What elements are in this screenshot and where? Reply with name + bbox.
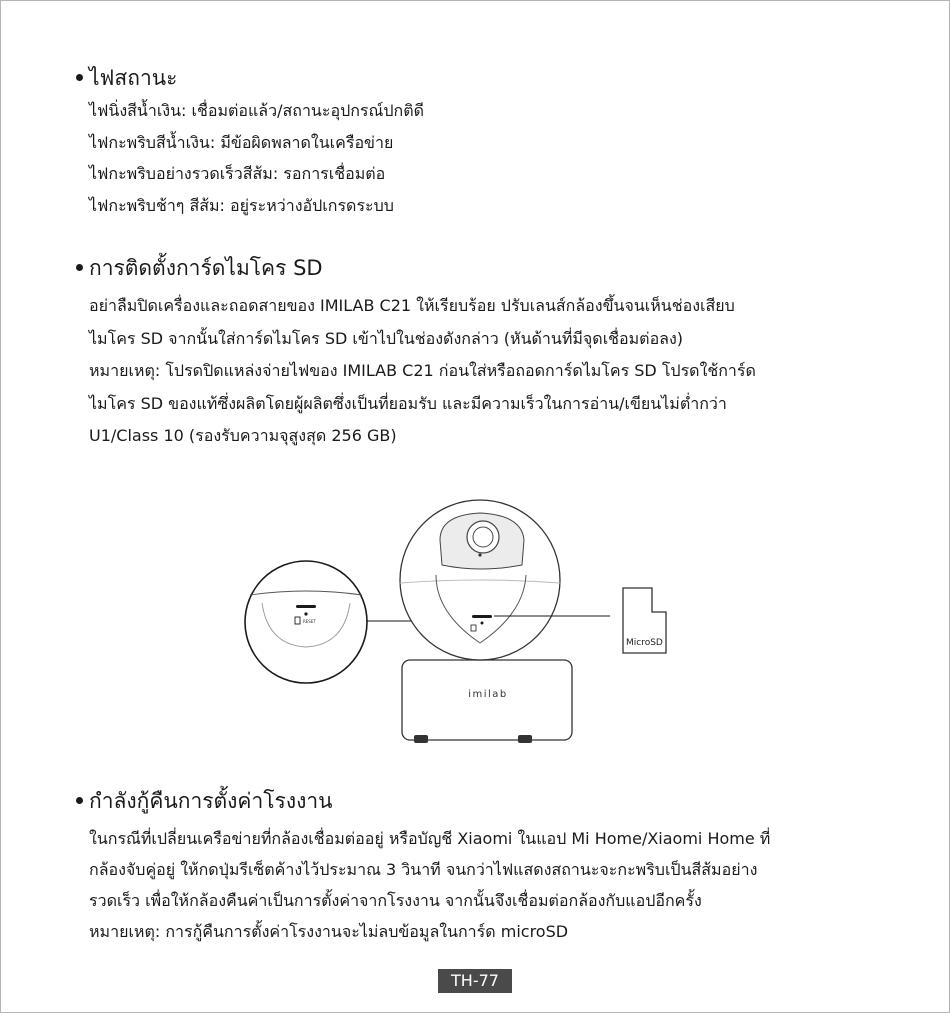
factory-reset-heading — [74, 787, 894, 815]
factory-reset-note: หมายเหตุ: การกู้คืนการตั้งค่าโรงงานจะไม่ลบข้อมูลในการ์ด microSD — [89, 922, 569, 941]
page-number: TH-77 — [438, 969, 512, 993]
status-light-heading — [74, 64, 894, 92]
camera-body — [400, 500, 572, 743]
status-line-solid-blue: ไฟนิ่งสีน้ำเงิน: เชื่อมต่อแล้ว/สถานะอุปกรณ์ปกติดี — [89, 101, 424, 120]
sd-install-note: ไมโคร SD ของแท้ซึ่งผลิตโดยผู้ผลิตซึ่งเป็นที่ยอมรับ และมีความเร็วในการอ่าน/เขียนไม่ต่ำกว่า — [89, 393, 727, 413]
reset-label: RESET — [303, 619, 316, 624]
sd-install-line: อย่าลืมปิดเครื่องและถอดสายของ IMILAB C21 ให้เรียบร้อย ปรับเลนส์กล้องขึ้นจนเห็นช่องเสียบ — [89, 296, 735, 315]
factory-reset-heading-text: กำลังกู้คืนการตั้งค่าโรงงาน — [89, 789, 333, 813]
factory-reset-line: กล้องจับคู่อยู่ ให้กดปุ่มรีเซ็ตค้างไว้ประมาณ 3 วินาที จนกว่าไฟแสดงสถานะจะกะพริบเป็นสีส้มอย่าง — [89, 860, 758, 879]
status-line-blinking-blue: ไฟกะพริบสีน้ำเงิน: มีข้อผิดพลาดในเครือข่าย — [89, 132, 394, 152]
detail-magnifier — [245, 561, 367, 683]
brand-logo-text: imilab — [468, 689, 508, 700]
status-line-fast-orange: ไฟกะพริบอย่างรวดเร็วสีส้ม: รอการเชื่อมต่อ — [89, 164, 386, 183]
factory-reset-section — [74, 787, 894, 947]
microsd-label: MicroSD — [626, 638, 663, 648]
bullet-icon — [76, 264, 83, 271]
status-light-heading-text: ไฟสถานะ — [89, 66, 178, 90]
sd-install-heading — [74, 254, 894, 282]
sd-install-heading-text: การติดตั้งการ์ดไมโคร SD — [89, 256, 323, 280]
microsd-card-icon — [623, 588, 666, 653]
factory-reset-line: รวดเร็ว เพื่อให้กล้องคืนค่าเป็นการตั้งค่าจากโรงงาน จากนั้นจึงเชื่อมต่อกล้องกับแอปอีกครั้ง — [89, 891, 702, 910]
sd-install-note: U1/Class 10 (รองรับความจุสูงสุด 256 GB) — [89, 426, 397, 445]
sd-install-section — [74, 254, 894, 453]
status-light-section — [74, 64, 894, 221]
bullet-icon — [76, 797, 83, 804]
factory-reset-line: ในกรณีที่เปลี่ยนเครือข่ายที่กล้องเชื่อมต่ออยู่ หรือบัญชี Xiaomi ในแอป Mi Home/Xiaomi Home ที่ — [89, 829, 771, 848]
sd-install-note: หมายเหตุ: โปรดปิดแหล่งจ่ายไฟของ IMILAB C21 ก่อนใส่หรือถอดการ์ดไมโคร SD โปรดใช้การ์ด — [89, 361, 756, 380]
status-line-slow-orange: ไฟกะพริบช้าๆ สีส้ม: อยู่ระหว่างอัปเกรดระบบ — [89, 195, 394, 215]
bullet-icon — [76, 74, 83, 81]
sd-install-line: ไมโคร SD จากนั้นใส่การ์ดไมโคร SD เข้าไปในช่องดังกล่าว (หันด้านที่มีจุดเชื่อมต่อลง) — [89, 328, 684, 348]
camera-illustration — [240, 495, 690, 755]
